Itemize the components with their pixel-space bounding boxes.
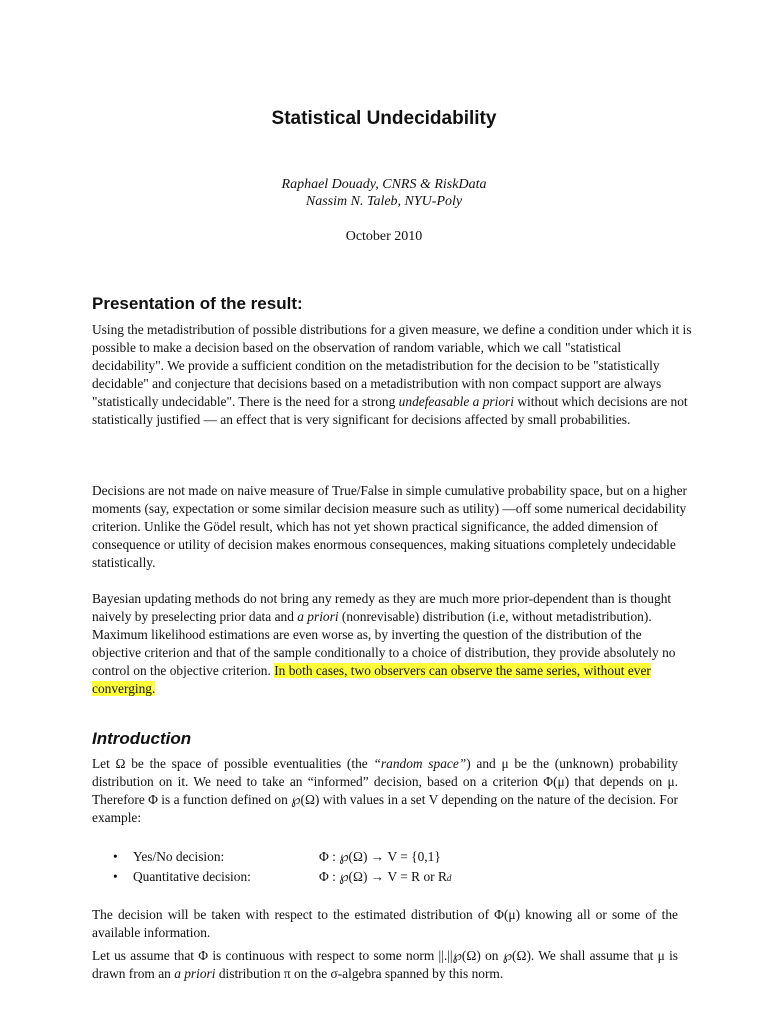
list-item bbox=[113, 868, 451, 887]
list-item-label: Quantitative decision: bbox=[133, 869, 251, 884]
list-item-formula: Φ : ℘(Ω) → V = R or R bbox=[319, 869, 447, 884]
bullet-icon: • bbox=[113, 849, 118, 864]
list-item-formula: Φ : ℘(Ω) → V = {0,1} bbox=[319, 849, 441, 864]
list-item bbox=[113, 848, 441, 866]
paragraph: Let Ω be the space of possible eventualities (the “random space”) and μ be the (unknown) probability distribution on it. We need to take an “informed” decision, based on a criterion Φ(μ) that depends on μ. Therefore Φ is a function defined on ℘(Ω) with values in a set V depending on the nature of the decision. For example: bbox=[92, 756, 678, 825]
author-block bbox=[0, 176, 768, 210]
paragraph: The decision will be taken with respect to the estimated distribution of Φ(μ) knowing all or some of the available information. bbox=[92, 907, 678, 940]
section-heading: Introduction bbox=[92, 729, 192, 748]
paper-date: October 2010 bbox=[345, 229, 423, 244]
paragraph: Using the metadistribution of possible distributions for a given measure, we define a condition under which it is possible to make a decision based on the observation of random variable, which we call "statistical decidability". We provide a sufficient condition on the metadistribution for the decision to be "statistically decidable" and conjecture that decisions based on a metadistribution with non compact support are always "statistically undecidable". There is the need for a strong undefeasable a priori without which decisions are not statistically justified — an effect that is very significant for decisions affected by small probabilities. bbox=[92, 322, 692, 427]
highlighted-text: In both cases, two observers can observe the same series, without ever converging. bbox=[92, 663, 651, 696]
superscript: d bbox=[446, 873, 452, 883]
bullet-icon: • bbox=[113, 869, 118, 884]
emphasis-text: a priori bbox=[174, 966, 216, 981]
section-heading: Presentation of the result: bbox=[92, 294, 303, 313]
paper-title: Statistical Undecidability bbox=[271, 108, 497, 129]
emphasis-text: “random space” bbox=[373, 756, 467, 771]
paragraph: Bayesian updating methods do not bring any remedy as they are much more prior-dependent than is thought naively by preselecting prior data and a priori (nonrevisable) distribution (i.e, without metadistribution). Maximum likelihood estimations are even worse as, by inverting the question of the distribution of the objective criterion and that of the sample conditionally to a choice of distribution, they provide absolutely no control on the objective criterion. In both cases, two observers can observe the same series, without ever converging. bbox=[92, 591, 676, 696]
paragraph: Let us assume that Φ is continuous with respect to some norm ||.||℘(Ω) on ℘(Ω). We shall assume that μ is drawn from an a priori distribution π on the σ-algebra spanned by this norm. bbox=[92, 948, 678, 981]
emphasis-text: undefeasable a priori bbox=[398, 394, 514, 409]
author-line: Raphael Douady, CNRS & RiskData bbox=[281, 177, 487, 192]
list-item-label: Yes/No decision: bbox=[133, 849, 225, 864]
paragraph: Decisions are not made on naive measure of True/False in simple cumulative probability space, but on a higher moments (say, expectation or some similar decision measure such as utility) —off some numerical decidability criterion. Unlike the Gödel result, which has not yet shown practical significance, the added dimension of consequence or utility of decision makes enormous consequences, making situations completely undecidable statistically. bbox=[92, 483, 687, 570]
emphasis-text: a priori bbox=[297, 609, 339, 624]
author-line: Nassim N. Taleb, NYU-Poly bbox=[305, 194, 463, 209]
